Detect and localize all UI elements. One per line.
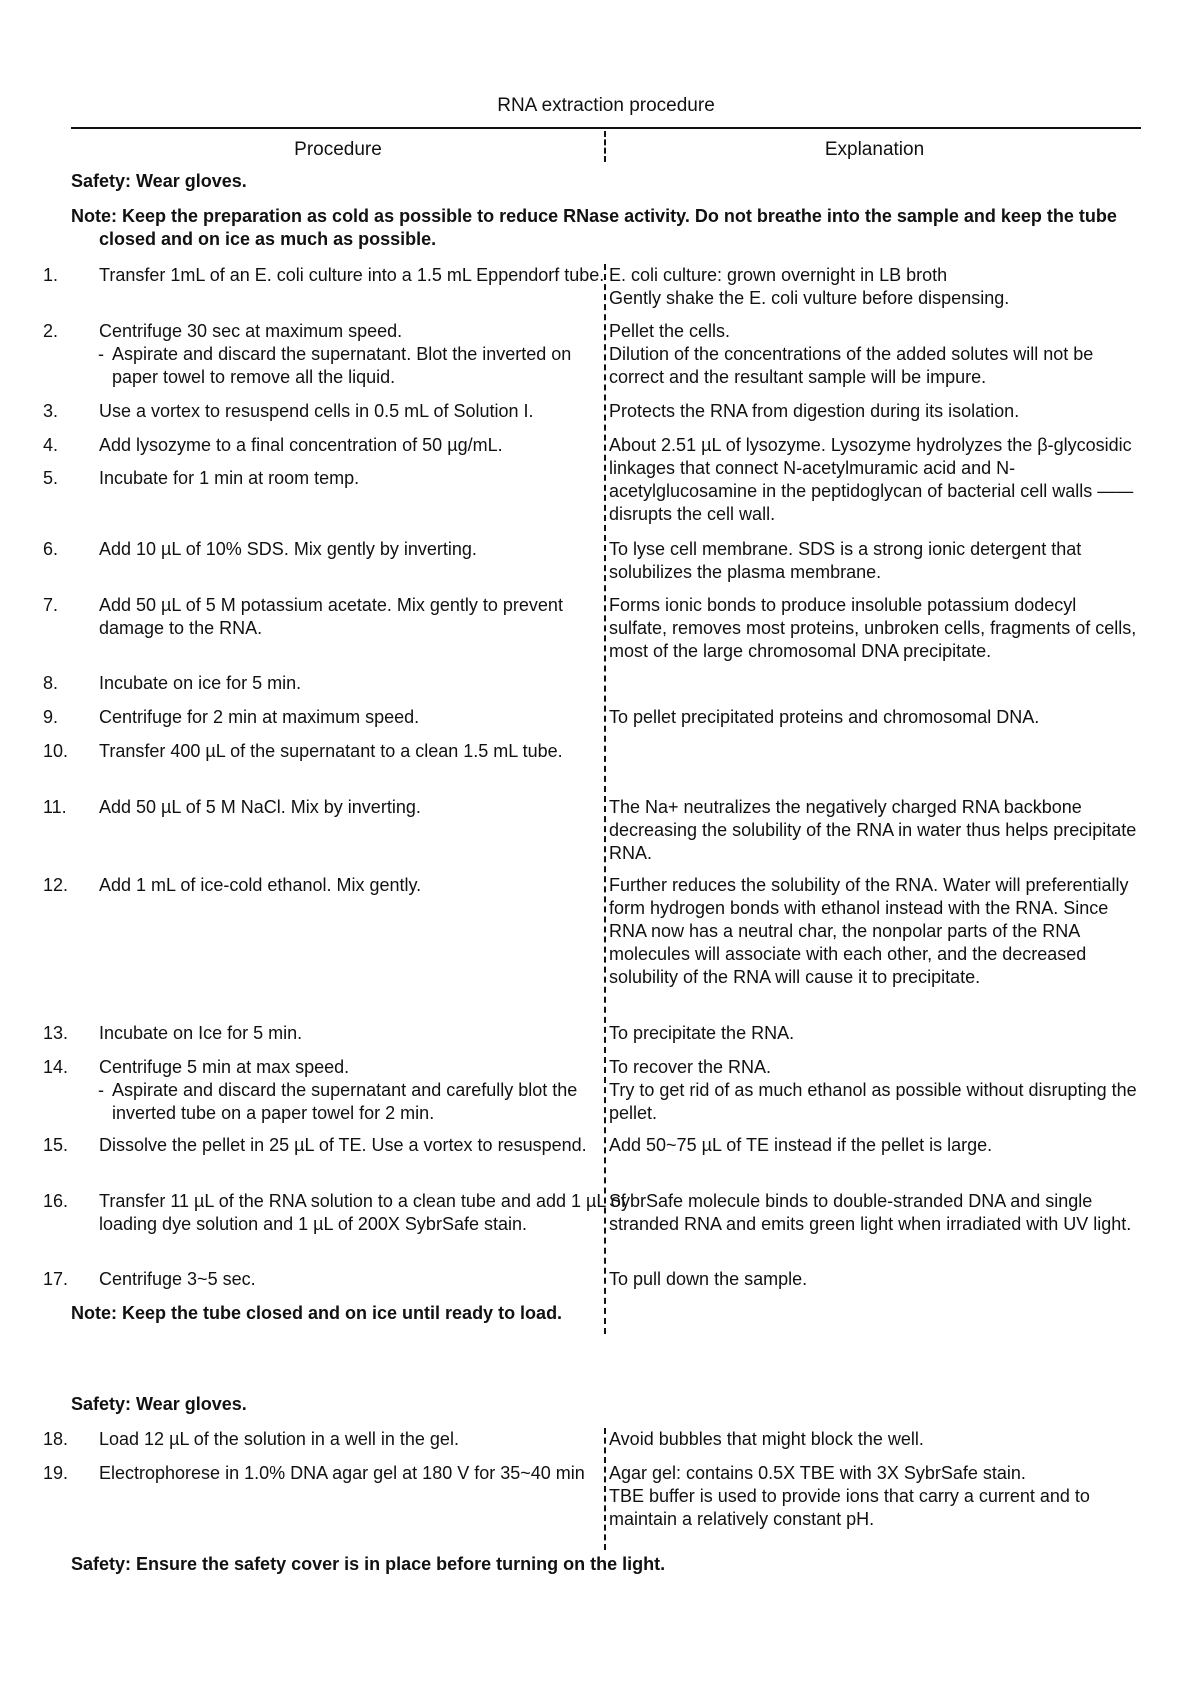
step-text: 19. Electrophorese in 1.0% DNA agar gel at 180 V for 35~40 min (43, 1463, 585, 1483)
step-text: 16. Transfer 11 µL of the RNA solution to a clean tube and add 1 µL of loading dye solution and 1 µL of 200X SybrSafe stain. (43, 1191, 626, 1234)
step-text: 13. Incubate on Ice for 5 min. (43, 1023, 303, 1043)
step-text: 14. Centrifuge 5 min at max speed. - Aspirate and discard the supernatant and carefully blot the inverted tube on a paper towel for 2 min. (43, 1057, 578, 1123)
step-explanation: To pull down the sample. (609, 1269, 808, 1289)
step-text: 7. Add 50 µL of 5 M potassium acetate. Mix gently to prevent damage to the RNA. (43, 595, 563, 638)
safety-note: Safety: Wear gloves. (71, 1394, 247, 1414)
step-text: 10. Transfer 400 µL of the supernatant to a clean 1.5 mL tube. (43, 741, 563, 761)
step-text: 4. Add lysozyme to a final concentration of 50 µg/mL. (43, 435, 503, 455)
step-explanation: Avoid bubbles that might block the well. (609, 1429, 924, 1449)
step-explanation: Pellet the cells. Dilution of the concentrations of the added solutes will not be correct and the resultant sample will be impure. (609, 321, 1094, 387)
header-rule (71, 127, 1141, 129)
step-explanation: E. coli culture: grown overnight in LB broth Gently shake the E. coli vulture before dispensing. (609, 265, 1010, 308)
step-explanation: To recover the RNA. Try to get rid of as much ethanol as possible without disrupting the pellet. (609, 1057, 1137, 1123)
step-explanation: Forms ionic bonds to produce insoluble potassium dodecyl sulfate, removes most proteins, unbroken cells, fragments of cells, most of the large chromosomal DNA precipitate. (609, 595, 1137, 661)
step-text: 6. Add 10 µL of 10% SDS. Mix gently by inverting. (43, 539, 477, 559)
step-explanation: Agar gel: contains 0.5X TBE with 3X SybrSafe stain. TBE buffer is used to provide ions that carry a current and to maintain a relatively constant pH. (609, 1463, 1090, 1529)
step-explanation: About 2.51 µL of lysozyme. Lysozyme hydrolyzes the β-glycosidic linkages that connect N-acetylmuramic acid and N-acetylglucosamine in the peptidoglycan of bacterial cell walls —— disrupts the cell wall. (609, 435, 1134, 524)
step-text: 15. Dissolve the pellet in 25 µL of TE. Use a vortex to resuspend. (43, 1135, 587, 1155)
column-divider (604, 131, 606, 162)
load-note: Note: Keep the tube closed and on ice until ready to load. (71, 1303, 563, 1323)
step-text: 11. Add 50 µL of 5 M NaCl. Mix by inverting. (43, 797, 421, 817)
step-explanation: Further reduces the solubility of the RNA. Water will preferentially form hydrogen bonds with ethanol instead with the RNA. Since RNA now has a neutral char, the nonpolar parts of the RNA molecules will associate with each other, and the decreased solubility of the RNA will cause it to precipitate. (609, 875, 1129, 987)
step-explanation: SybrSafe molecule binds to double-stranded DNA and single stranded RNA and emits green light when irradiated with UV light. (609, 1191, 1132, 1234)
step-text: 8. Incubate on ice for 5 min. (43, 673, 302, 693)
step-text: 3. Use a vortex to resuspend cells in 0.5 mL of Solution I. (43, 401, 534, 421)
step-text: 12. Add 1 mL of ice-cold ethanol. Mix gently. (43, 875, 422, 895)
document-title: RNA extraction procedure (497, 95, 715, 116)
step-text: 5. Incubate for 1 min at room temp. (43, 468, 360, 488)
step-text: 9. Centrifuge for 2 min at maximum speed. (43, 707, 420, 727)
step-explanation: To precipitate the RNA. (609, 1023, 795, 1043)
explanation-column-header: Explanation (824, 139, 925, 160)
safety-note: Safety: Wear gloves. (71, 171, 247, 191)
step-text: 2. Centrifuge 30 sec at maximum speed. - Aspirate and discard the supernatant. Blot the inverted on paper towel to remove all the liquid. (43, 321, 572, 387)
step-text: 17. Centrifuge 3~5 sec. (43, 1269, 256, 1289)
cold-note: Note: Keep the preparation as cold as possible to reduce RNase activity. Do not breathe into the sample and keep the tube closed and on ice as much as possible. (71, 206, 1117, 249)
safety-cover-note: Safety: Ensure the safety cover is in place before turning on the light. (71, 1554, 666, 1574)
step-explanation: Protects the RNA from digestion during its isolation. (609, 401, 1020, 421)
step-explanation: To lyse cell membrane. SDS is a strong ionic detergent that solubilizes the plasma membrane. (609, 539, 1082, 582)
step-explanation: To pellet precipitated proteins and chromosomal DNA. (609, 707, 1040, 727)
procedure-column-header: Procedure (294, 139, 382, 160)
step-explanation: Add 50~75 µL of TE instead if the pellet is large. (609, 1135, 993, 1155)
step-text: 1. Transfer 1mL of an E. coli culture into a 1.5 mL Eppendorf tube. (43, 265, 605, 285)
step-text: 18. Load 12 µL of the solution in a well in the gel. (43, 1429, 459, 1449)
step-explanation: The Na+ neutralizes the negatively charged RNA backbone decreasing the solubility of the RNA in water thus helps precipitate RNA. (609, 797, 1137, 863)
